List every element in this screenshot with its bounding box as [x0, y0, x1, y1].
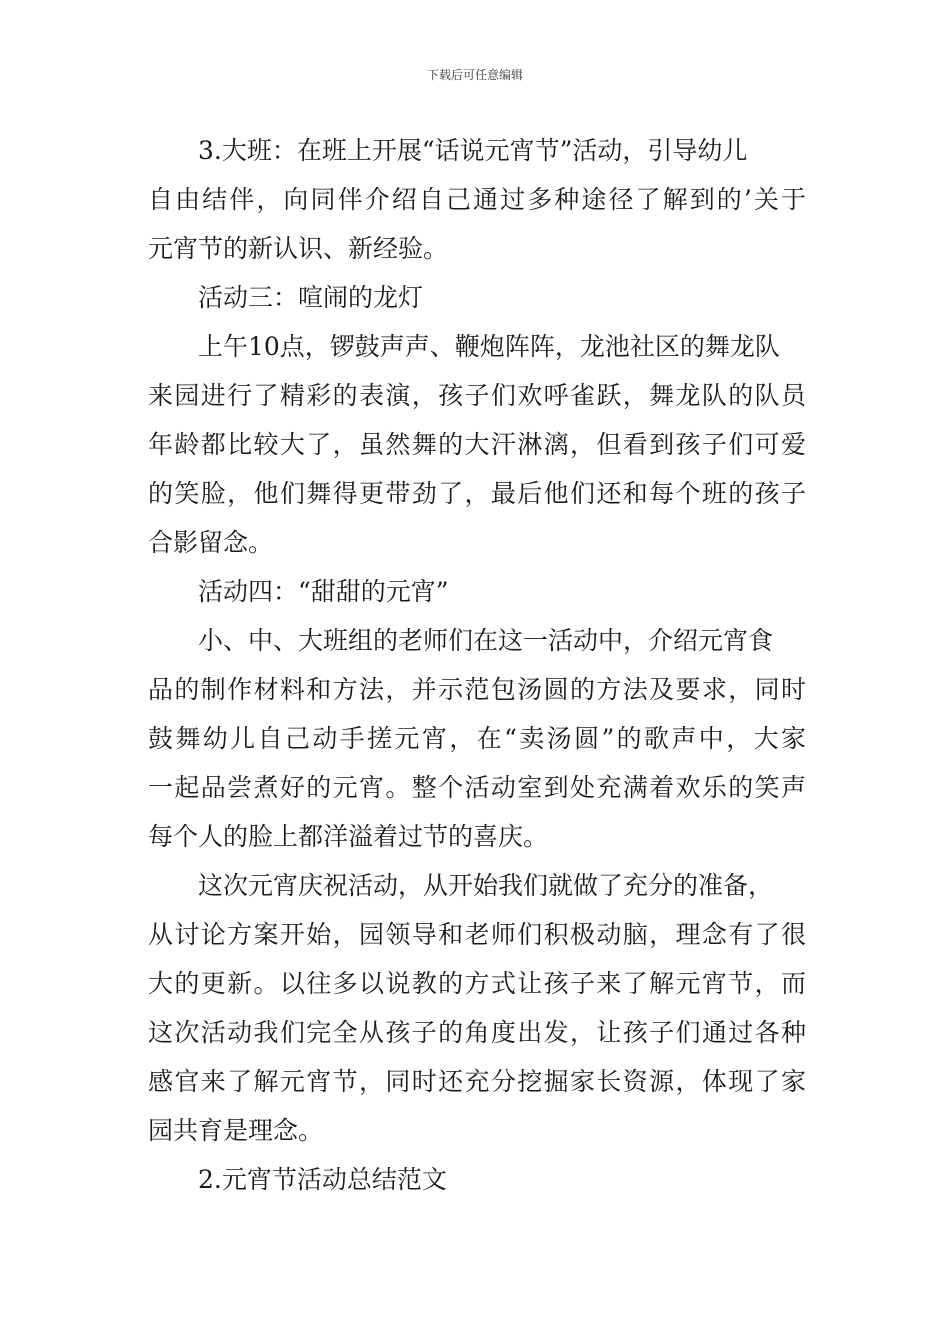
- paragraph-line: 大的更新。以往多以说教的方式让孩子来了解元宵节，而: [148, 969, 806, 998]
- paragraph-line: 鼓舞幼儿自己动手搓元宵，在“卖汤圆”的歌声中，大家: [148, 724, 806, 753]
- paragraph-line: 一起品尝煮好的元宵。整个活动室到处充满着欢乐的笑声: [148, 773, 806, 802]
- paragraph-line: 园共育是理念。: [148, 1116, 324, 1145]
- paragraph-line: 这次元宵庆祝活动，从开始我们就做了充分的准备，: [198, 871, 774, 900]
- section-heading: 活动四：“甜甜的元宵”: [198, 577, 449, 606]
- paragraph-line: 的笑脸，他们舞得更带劲了，最后他们还和每个班的孩子: [148, 479, 806, 508]
- paragraph-line: 小、中、大班组的老师们在这一活动中，介绍元宵食: [198, 626, 774, 655]
- paragraph-line: 从讨论方案开始，园领导和老师们积极动脑，理念有了很: [148, 920, 806, 949]
- section-heading: 2.元宵节活动总结范文: [198, 1165, 447, 1194]
- paragraph-line: 上午10点，锣鼓声声、鞭炮阵阵，龙池社区的舞龙队: [198, 332, 780, 361]
- paragraph-line: 这次活动我们完全从孩子的角度出发，让孩子们通过各种: [148, 1018, 806, 1047]
- paragraph-line: 3.大班：在班上开展“话说元宵节”活动，引导幼儿: [198, 136, 748, 165]
- paragraph-line: 年龄都比较大了，虽然舞的大汗淋漓，但看到孩子们可爱: [148, 430, 806, 459]
- paragraph-line: 合影留念。: [148, 528, 274, 557]
- paragraph-line: 来园进行了精彩的表演，孩子们欢呼雀跃，舞龙队的队员: [148, 381, 806, 410]
- paragraph-line: 元宵节的新认识、新经验。: [148, 234, 449, 263]
- paragraph-line: 品的制作材料和方法，并示范包汤圆的方法及要求，同时: [148, 675, 806, 704]
- paragraph-line: 每个人的脸上都洋溢着过节的喜庆。: [148, 822, 549, 851]
- page-header: 下载后可任意编辑: [426, 68, 523, 82]
- section-heading: 活动三：喧闹的龙灯: [198, 283, 424, 312]
- paragraph-line: 感官来了解元宵节，同时还充分挖掘家长资源，体现了家: [148, 1067, 806, 1096]
- paragraph-line: 自由结伴，向同伴介绍自己通过多种途径了解到的’关于: [148, 185, 806, 214]
